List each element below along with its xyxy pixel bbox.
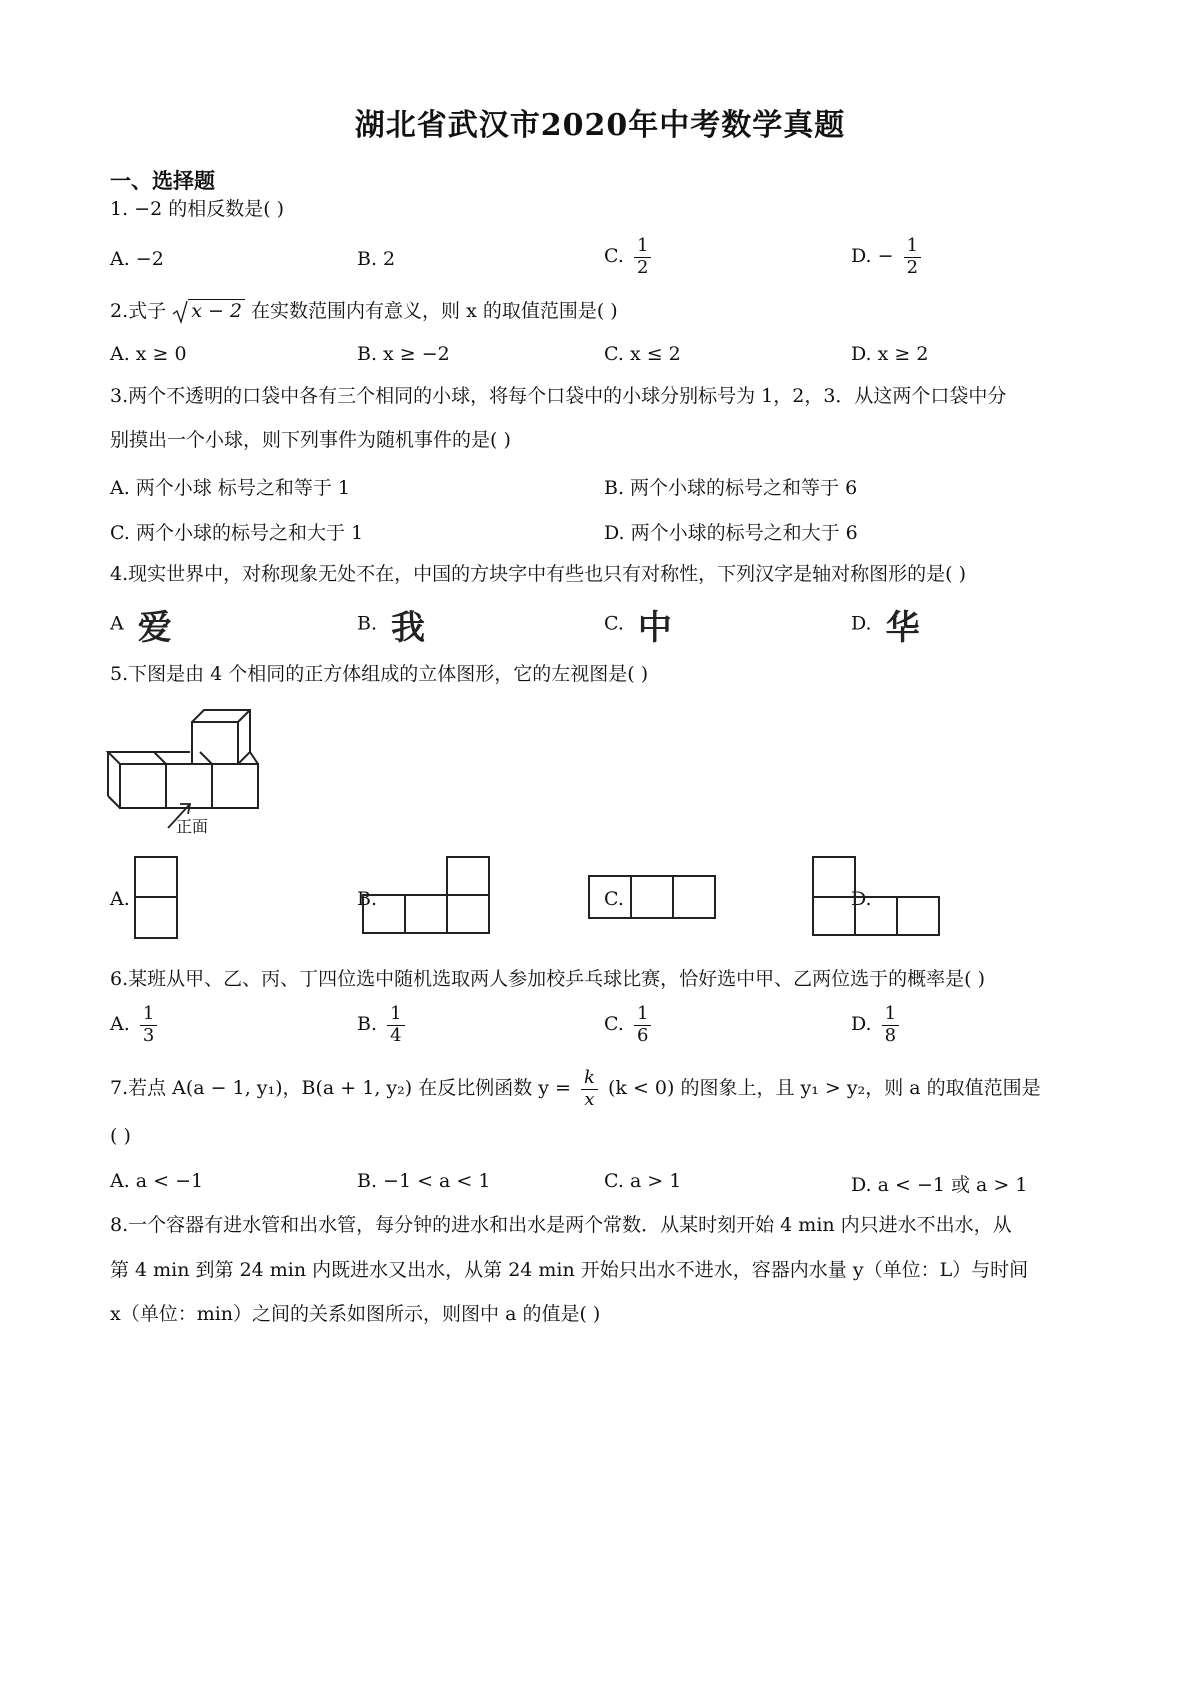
fraction-denominator: x bbox=[584, 1088, 595, 1110]
q1-option-c bbox=[604, 236, 655, 278]
fraction-denominator: 6 bbox=[636, 1024, 649, 1046]
q6-option-b bbox=[357, 1004, 409, 1046]
q5-front-label: 正面 bbox=[176, 817, 209, 836]
q7-option-d: D. a < −1 或 a > 1 bbox=[851, 1174, 1028, 1196]
q7-option-a: A. a < −1 bbox=[110, 1170, 204, 1192]
q6-option-d bbox=[851, 1004, 903, 1046]
fraction-numerator: k bbox=[581, 1068, 598, 1090]
question-7-line-2: ( ) bbox=[110, 1125, 131, 1147]
q6-option-a-fraction bbox=[140, 1004, 157, 1046]
q4-option-d-character: 华 bbox=[885, 608, 920, 648]
q4-option-d bbox=[851, 600, 920, 649]
q6-option-b-label: B. bbox=[357, 1013, 378, 1036]
question-8-line-2: 第 4 min 到第 24 min 内既进水又出水，从第 24 min 开始只出水不进水，容器内水量 y（单位：L）与时间 bbox=[110, 1259, 1029, 1281]
fraction-numerator: 1 bbox=[140, 1004, 157, 1026]
q2-prefix: 2.式子 bbox=[110, 300, 167, 322]
q2-radicand: x − 2 bbox=[188, 299, 245, 322]
q5-option-a: A. bbox=[110, 888, 130, 910]
q1-option-a: A. −2 bbox=[110, 248, 164, 270]
question-2 bbox=[110, 300, 618, 324]
q3-option-a: A. 两个小球 标号之和等于 1 bbox=[110, 477, 350, 499]
q1-option-c-label: C. bbox=[604, 245, 624, 268]
fraction-numerator: 1 bbox=[634, 1004, 651, 1026]
q3-option-d: D. 两个小球的标号之和大于 6 bbox=[604, 522, 858, 544]
fraction-denominator: 3 bbox=[142, 1024, 155, 1046]
question-8-line-3: x（单位：min）之间的关系如图所示，则图中 a 的值是( ) bbox=[110, 1303, 601, 1325]
fraction-denominator: 8 bbox=[884, 1024, 897, 1046]
q5-option-a-shape bbox=[133, 855, 183, 943]
question-8-line-1: 8.一个容器有进水管和出水管，每分钟的进水和出水是两个常数．从某时刻开始 4 min 内只进水不出水，从 bbox=[110, 1214, 1012, 1236]
q4-option-b bbox=[357, 600, 425, 649]
sqrt-icon bbox=[172, 300, 188, 324]
q6-option-b-fraction bbox=[387, 1004, 404, 1046]
q6-option-a-label: A. bbox=[110, 1013, 130, 1036]
q7-option-c: C. a > 1 bbox=[604, 1170, 682, 1192]
q5-option-c-shape bbox=[587, 874, 719, 922]
q7-option-b: B. −1 < a < 1 bbox=[357, 1170, 491, 1192]
question-3-line-1: 3.两个不透明的口袋中各有三个相同的小球，将每个口袋中的小球分别标号为 1，2，3．从这两个口袋中分 bbox=[110, 385, 1007, 407]
q1-option-c-fraction bbox=[634, 236, 651, 278]
q5-option-d: D. bbox=[851, 888, 872, 910]
q4-option-d-label: D. bbox=[851, 612, 872, 635]
fraction-denominator: 2 bbox=[636, 256, 649, 278]
q6-option-c bbox=[604, 1004, 655, 1046]
q2-option-a: A. x ≥ 0 bbox=[110, 343, 187, 365]
q2-option-d: D. x ≥ 2 bbox=[851, 343, 929, 365]
q7-suffix: (k < 0) 的图象上，且 y₁ > y₂，则 a 的取值范围是 bbox=[607, 1077, 1041, 1100]
q5-option-c: C. bbox=[604, 888, 624, 910]
q4-option-a-character: 爱 bbox=[137, 608, 172, 648]
q7-fraction bbox=[581, 1068, 598, 1110]
fraction-denominator: 4 bbox=[390, 1024, 402, 1046]
q5-option-d-shape bbox=[811, 855, 943, 939]
section-heading: 一、选择题 bbox=[110, 168, 215, 193]
fraction-numerator: 1 bbox=[904, 236, 921, 258]
fraction-numerator: 1 bbox=[634, 236, 651, 258]
q5-option-b: B. bbox=[357, 888, 378, 910]
q2-suffix: 在实数范围内有意义，则 x 的取值范围是( ) bbox=[251, 300, 618, 322]
q4-option-c bbox=[604, 600, 672, 649]
question-7-line-1 bbox=[110, 1068, 1041, 1110]
q1-option-b: B. 2 bbox=[357, 248, 396, 270]
q2-option-b: B. x ≥ −2 bbox=[357, 343, 450, 365]
question-5: 5.下图是由 4 个相同的正方体组成的立体图形，它的左视图是( ) bbox=[110, 663, 649, 685]
q2-radical bbox=[172, 300, 245, 324]
question-1: 1. −2 的相反数是( ) bbox=[110, 198, 285, 220]
q4-option-a-label: A bbox=[110, 612, 124, 635]
page-title: 湖北省武汉市2020年中考数学真题 bbox=[354, 108, 846, 143]
q2-option-c: C. x ≤ 2 bbox=[604, 343, 681, 365]
q1-option-d bbox=[851, 236, 925, 278]
q4-option-b-character: 我 bbox=[391, 608, 426, 648]
q6-option-c-fraction bbox=[634, 1004, 651, 1046]
q1-option-d-label: D. − bbox=[851, 245, 894, 268]
q5-option-b-shape bbox=[360, 855, 495, 937]
q3-option-b: B. 两个小球的标号之和等于 6 bbox=[604, 477, 858, 499]
question-6: 6.某班从甲、乙、丙、丁四位选中随机选取两人参加校乒乓球比赛，恰好选中甲、乙两位选于的概率是( ) bbox=[110, 968, 985, 990]
q4-option-c-character: 中 bbox=[637, 608, 672, 648]
q4-option-b-label: B. bbox=[357, 612, 378, 635]
fraction-numerator: 1 bbox=[387, 1004, 404, 1026]
q6-option-d-label: D. bbox=[851, 1013, 872, 1036]
fraction-denominator: 2 bbox=[906, 256, 919, 278]
q6-option-d-fraction bbox=[882, 1004, 899, 1046]
q1-option-d-fraction bbox=[904, 236, 921, 278]
q6-option-a bbox=[110, 1004, 161, 1046]
q4-option-c-label: C. bbox=[604, 612, 624, 635]
q6-option-c-label: C. bbox=[604, 1013, 624, 1036]
q7-prefix: 7.若点 A(a − 1, y₁)，B(a + 1, y₂) 在反比例函数 y = bbox=[110, 1077, 571, 1100]
question-4: 4.现实世界中，对称现象无处不在，中国的方块字中有些也只有对称性，下列汉字是轴对称图形的是( ) bbox=[110, 563, 966, 585]
q3-option-c: C. 两个小球的标号之和大于 1 bbox=[110, 522, 364, 544]
fraction-numerator: 1 bbox=[882, 1004, 899, 1026]
q4-option-a bbox=[110, 600, 172, 649]
question-3-line-2: 别摸出一个小球，则下列事件为随机事件的是( ) bbox=[110, 429, 511, 451]
